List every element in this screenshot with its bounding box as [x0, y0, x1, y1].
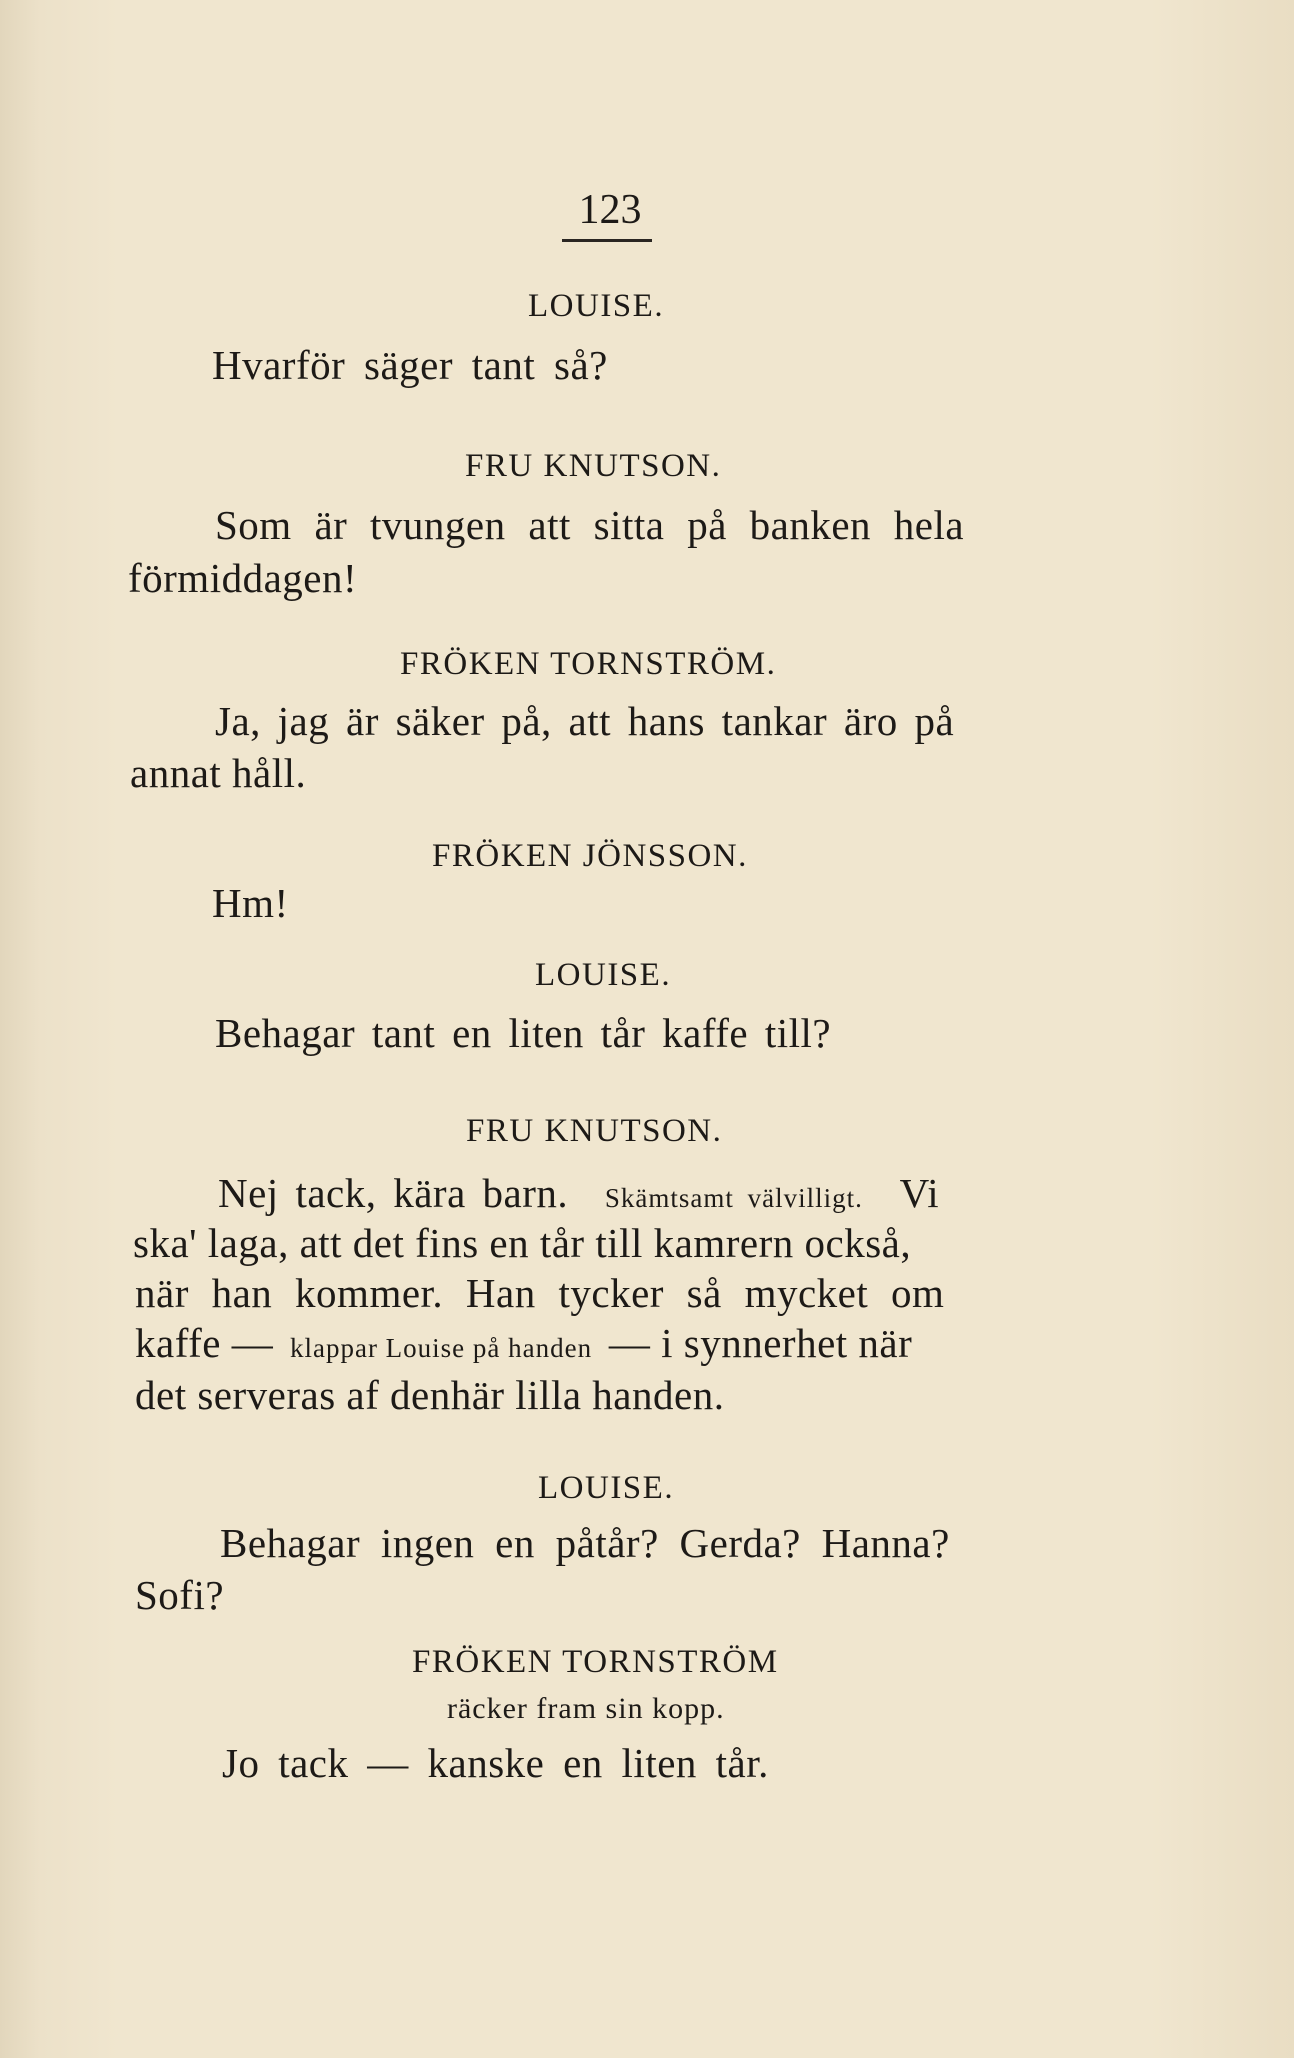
dialogue-line-6d [135, 1320, 912, 1371]
dialogue-line-6d-start: kaffe — [135, 1320, 274, 1366]
dialogue-line-8: Jo tack — kanske en liten tår. [222, 1740, 769, 1786]
dialogue-line-6e: det serveras af denhär lilla handen. [135, 1372, 725, 1418]
dialogue-line-7a: Behagar ingen en påtår? Gerda? Hanna? [220, 1520, 950, 1566]
stage-direction-racker: räcker fram sin kopp. [447, 1692, 725, 1725]
dialogue-line-6c: när han kommer. Han tycker så mycket om [135, 1270, 945, 1316]
speaker-froken-jonsson: FRÖKEN JÖNSSON. [432, 838, 748, 874]
speaker-louise-2: LOUISE. [535, 957, 672, 993]
speaker-fru-knutson-1: FRU KNUTSON. [465, 448, 722, 484]
dialogue-line-6a-start: Nej tack, kära barn. [218, 1170, 569, 1216]
dialogue-line-6b: ska' laga, att det fins en tår till kamrern också, [133, 1220, 912, 1266]
speaker-froken-tornstrom-1: FRÖKEN TORNSTRÖM. [400, 646, 777, 682]
speaker-fru-knutson-2: FRU KNUTSON. [466, 1113, 723, 1149]
stage-direction-klappar: klappar Louise på handen [289, 1333, 593, 1363]
dialogue-line-6d-end: — i synnerhet när [608, 1320, 913, 1366]
dialogue-line-7b: Sofi? [135, 1572, 225, 1618]
dialogue-line-2a: Som är tvungen att sitta på banken hela [215, 502, 965, 548]
dialogue-line-4: Hm! [212, 880, 289, 926]
dialogue-line-2b: förmiddagen! [128, 555, 358, 601]
dialogue-line-1: Hvarför säger tant så? [212, 342, 608, 388]
dialogue-line-3b: annat håll. [130, 750, 307, 796]
stage-direction-skamtsamt: Skämtsamt välvilligt. [604, 1183, 863, 1213]
speaker-froken-tornstrom-2: FRÖKEN TORNSTRÖM [412, 1644, 779, 1680]
dialogue-line-5: Behagar tant en liten tår kaffe till? [215, 1010, 832, 1056]
speaker-louise-3: LOUISE. [538, 1470, 675, 1506]
page-number: 123 [578, 187, 642, 233]
dialogue-line-3a: Ja, jag är säker på, att hans tankar äro på [215, 698, 955, 744]
page-number-rule [562, 239, 652, 242]
dialogue-line-6a [218, 1170, 939, 1221]
dialogue-line-6a-end: Vi [899, 1170, 940, 1216]
speaker-louise-1: LOUISE. [528, 288, 665, 324]
